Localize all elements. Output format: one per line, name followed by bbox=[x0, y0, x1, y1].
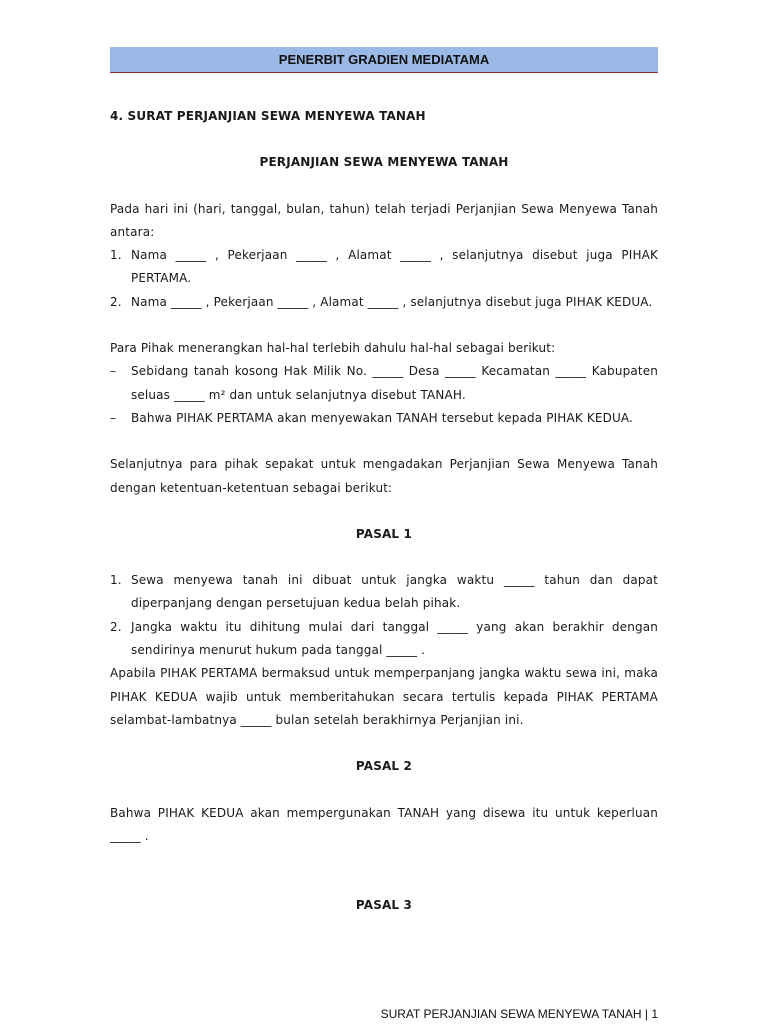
list-text: Bahwa PIHAK PERTAMA akan menyewakan TANAH tersebut kepada PIHAK KEDUA. bbox=[131, 410, 634, 425]
section-title: 4. SURAT PERJANJIAN SEWA MENYEWA TANAH bbox=[110, 109, 426, 123]
pasal-1-paragraph: Apabila PIHAK PERTAMA bermaksud untuk memperpanjang jangka waktu sewa ini, maka PIHAK KEDUA wajib untuk memberitahukan secara tertulis kepada PIHAK PERTAMA selambat-lambatnya _____ bulan setelah berakhirnya Perjanjian ini. bbox=[110, 666, 658, 727]
list-dash: – bbox=[110, 410, 117, 425]
list-number: 2. bbox=[110, 619, 122, 634]
page-footer bbox=[381, 1007, 658, 1021]
list-item bbox=[110, 616, 658, 663]
list-text: Jangka waktu itu dihitung mulai dari tanggal _____ yang akan berakhir dengan sendirinya menurut hukum pada tanggal _____ . bbox=[131, 619, 658, 658]
list-item bbox=[110, 291, 658, 314]
header-bar bbox=[110, 47, 658, 73]
footer-text: SURAT PERJANJIAN SEWA MENYEWA TANAH | 1 bbox=[380, 1007, 658, 1021]
agreement-intro: Selanjutnya para pihak sepakat untuk mengadakan Perjanjian Sewa Menyewa Tanah dengan ketentuan-ketentuan sebagai berikut: bbox=[110, 457, 658, 495]
list-dash: – bbox=[110, 364, 117, 379]
list-text: Nama _____ , Pekerjaan _____ , Alamat _____ , selanjutnya disebut juga PIHAK PERTAMA. bbox=[131, 248, 658, 286]
document-title: PERJANJIAN SEWA MENYEWA TANAH bbox=[259, 155, 509, 170]
pasal-3-title: PASAL 3 bbox=[355, 898, 413, 913]
recitals-list bbox=[110, 360, 658, 430]
pasal-2-paragraph: Bahwa PIHAK KEDUA akan mempergunakan TANAH yang disewa itu untuk keperluan _____ . bbox=[110, 805, 658, 843]
intro-paragraph: Pada hari ini (hari, tanggal, bulan, tahun) telah terjadi Perjanjian Sewa Menyewa Tanah antara: bbox=[110, 201, 658, 239]
parties-list bbox=[110, 244, 658, 314]
pasal-2-title: PASAL 2 bbox=[355, 759, 413, 774]
list-text: Nama _____ , Pekerjaan _____ , Alamat _____ , selanjutnya disebut juga PIHAK KEDUA. bbox=[131, 294, 653, 309]
document-body bbox=[110, 105, 658, 917]
list-item bbox=[110, 360, 658, 407]
list-item bbox=[110, 244, 658, 291]
list-item bbox=[110, 569, 658, 616]
list-number: 1. bbox=[110, 248, 122, 263]
list-number: 2. bbox=[110, 294, 122, 309]
list-number: 1. bbox=[110, 573, 122, 588]
pasal-1-title: PASAL 1 bbox=[355, 526, 413, 541]
list-text: Sebidang tanah kosong Hak Milik No. _____ Desa _____ Kecamatan _____ Kabupaten seluas _____ m² dan untuk selanjutnya disebut TANAH. bbox=[131, 364, 658, 402]
list-item bbox=[110, 407, 658, 430]
list-text: Sewa menyewa tanah ini dibuat untuk jangka waktu _____ tahun dan dapat diperpanjang dengan persetujuan kedua belah pihak. bbox=[131, 573, 658, 611]
pasal-1-list bbox=[110, 569, 658, 662]
header-title: PENERBIT GRADIEN MEDIATAMA bbox=[278, 52, 490, 67]
recitals-intro: Para Pihak menerangkan hal-hal terlebih dahulu hal-hal sebagai berikut: bbox=[110, 341, 556, 356]
